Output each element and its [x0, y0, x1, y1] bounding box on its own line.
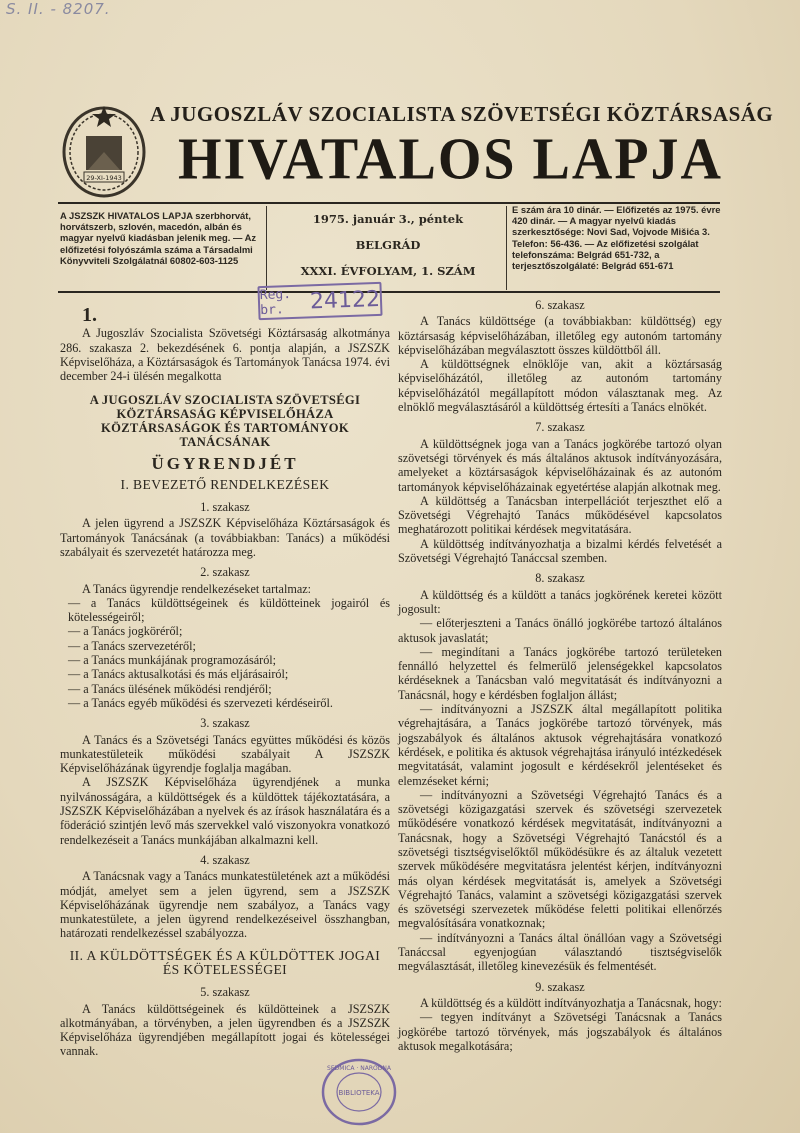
- right-column: [398, 298, 722, 1053]
- round-stamp-center-text: BIBLIOTEKA: [338, 1089, 380, 1097]
- masthead-divider: [506, 206, 507, 290]
- round-stamp-ring-text: SEDMICA · NARODNA: [327, 1065, 391, 1072]
- header-rule-bottom: [58, 291, 720, 293]
- list-item: — a Tanács aktusalkotási és más eljárásairól;: [68, 667, 289, 682]
- issue-date: 1975. január 3., péntek: [312, 212, 464, 226]
- list-item: — a Tanács egyéb működési és szervezeti kérdéseiről.: [68, 695, 333, 710]
- preamble: A Jugoszláv Szocialista Szövetségi Köztársaság alkotmánya 286. szakasza 2. bekezdésének 6. pontja alapján, a JSZSZK Képviselőháza, a Köztársaságok és Tartományok Tanácsa 1974. évi december 24-i ülésén megalkotta: [60, 326, 390, 384]
- masthead-issue-info: [276, 212, 500, 290]
- list-item: — a Tanács szervezetéről;: [68, 638, 196, 653]
- section-heading: 2. szakasz: [200, 565, 250, 580]
- list-item: — a Tanács munkájának programozásáról;: [68, 653, 277, 668]
- section-heading: 7. szakasz: [535, 420, 585, 435]
- emblem-date: 29-XI-1943: [86, 174, 122, 182]
- publication-title: HIVATALOS LAPJA: [178, 127, 723, 193]
- section-text: A küldöttség a Tanácsban interpellációt terjeszthet elő a Szövetségi Végrehajtó Tanács működésével kapcsolatos meghatározott politikai kérdések megvitatására.: [398, 493, 722, 537]
- list-item: — a Tanács ülésének működési rendjéről;: [68, 681, 272, 696]
- list-item: — a Tanács jogköréről;: [68, 624, 183, 639]
- section-text: A küldöttség és a küldött a tanács jogkörének keretei között jogosult:: [398, 587, 722, 616]
- section-heading: 5. szakasz: [200, 985, 250, 1000]
- section-text: A JSZSZK Képviselőháza ügyrendjének a munka nyilvánosságára, a küldöttségek és a küldöttek tájékoztatására, a JSZSZK Képviselőházában a nyelvek és az írások használatára és a föderáció szintjén levő más szervekkel való viszonyokra vonatkozó rendelkezéseit a Tanács munkájában alkalmazni kell.: [60, 775, 390, 847]
- chapter-heading: II. A KÜLDÖTTSÉGEK ÉS A KÜLDÖTTEK JOGAI ÉS KÖTELESSÉGEI: [69, 947, 381, 977]
- issue-volume: XXXI. ÉVFOLYAM, 1. SZÁM: [300, 264, 476, 278]
- left-column: [60, 298, 390, 1059]
- document-number: 1.: [82, 304, 97, 326]
- list-item: — megindítani a Tanács jogkörébe tartozó területeken fennálló helyzettel és felmerülő jelenségekkel kapcsolatos kérdéseknek a Tanácsban való megvitatását és indítványozni a Tanácsnál, hogy e kérdésben foglaljon állást;: [398, 644, 722, 702]
- library-round-stamp: [318, 1056, 400, 1128]
- section-heading: 3. szakasz: [200, 716, 250, 731]
- section-heading: 4. szakasz: [200, 852, 250, 867]
- section-text: A Tanácsnak vagy a Tanács munkatestületének azt a működési módját, amelyet sem a jelen ügyrend, sem a JSZSZK Képviselőházának ügyrendje nem szabályoz, a Tanács vagy munkatestülete, a jelen ügyrend rendelkezéseivel összhangban, határozati rendelkezéssel szabályozza.: [60, 869, 390, 941]
- masthead-subscription-note: A JSZSZK HIVATALOS LAPJA szerbhorvát, horvátszerb, szlovén, macedón, albán és magyar nyelvű kiadásban jelenik meg. — Az előfizetési folyószámla száma a Társadalmi Könyvviteli Szolgálatnál 60802-603-1125: [60, 210, 257, 266]
- document-title: A JUGOSZLÁV SZOCIALISTA SZÖVETSÉGI KÖZTÁRSASÁG KÉPVISELŐHÁZA KÖZTÁRSASÁGOK ÉS TARTOMÁNYOK TANÁCSÁNAK: [89, 393, 361, 450]
- section-text: A küldöttségnek elnöklője van, akit a köztársaság képviselőházától, illetőleg az autonóm tartomány képviselőházától megállapított módon választanak meg. Az elnöklő megválasztásáról a küldöttség értesíti a Tanács elnökét.: [398, 357, 722, 415]
- registration-stamp-prefix: Reg. br.: [259, 287, 292, 319]
- list-item: — indítványozni a Tanács által önállóan vagy a Szövetségi Tanáccsal egyenjogúan választandó tisztségviselők megválasztását, illetőleg kinevezésük és felmentését.: [398, 930, 722, 974]
- publication-super-title: A JUGOSZLÁV SZOCIALISTA SZÖVETSÉGI KÖZTÁRSASÁG: [150, 102, 774, 126]
- section-heading: 6. szakasz: [535, 298, 585, 312]
- section-text: A Tanács ügyrendje rendelkezéseket tartalmaz:: [82, 581, 312, 596]
- section-heading: 1. szakasz: [200, 500, 250, 515]
- section-text: A jelen ügyrend a JSZSZK Képviselőháza Köztársaságok és Tartományok Tanácsának (a továbbiakban: Tanács) a működési szabályait és szervezetét határozza meg.: [60, 516, 390, 559]
- section-text: A küldöttség indítványozhatja a bizalmi kérdés felvetését a Szövetségi Végrehajtó Tanáccsal szemben.: [398, 536, 722, 566]
- masthead-divider: [266, 206, 267, 290]
- section-text: A Tanács küldöttsége (a továbbiakban: küldöttség) egy köztársaság képviselőházában, illetőleg egy autonóm tartomány képviselőházában megválasztott összes küldöttből áll.: [398, 314, 722, 357]
- rules-title: ÜGYRENDJÉT: [151, 454, 299, 474]
- issue-city: BELGRÁD: [355, 238, 421, 252]
- section-text: A küldöttségnek joga van a Tanács jogkörébe tartozó olyan szövetségi törvények és más általános aktusok indítványozására, amelyeket a köztársaságok képviselőházainak és az autonóm tartományok képviselőházainak egyetértése alapján alkotnak meg.: [398, 436, 722, 494]
- section-text: A Tanács és a Szövetségi Tanács együttes működési és közös munkatestületeik működési szabályait A JSZSZK Képviselőházának ügyrendje foglalja magában.: [60, 732, 390, 776]
- section-heading: 9. szakasz: [535, 979, 585, 994]
- masthead-price-note: E szám ára 10 dinár. — Előfizetés az 1975. évre 420 dinár. — A magyar nyelvű kiadás szerkesztősége: Novi Sad, Vojvode Mišića 3. Telefon: 56-436. — Az előfizetési szolgálat telefonszáma: Belgrád 651-732, a terjesztőszolgálaté: Belgrád 651-671: [512, 204, 721, 272]
- section-text: A Tanács küldöttségeinek és küldötteinek a JSZSZK alkotmányában, a törvényben, a jelen ügyrendben és a JSZSZK Képviselőháza ügyrendjében megállapított jogai és kötelességei vannak.: [60, 1001, 390, 1059]
- state-emblem-icon: [58, 100, 150, 200]
- chapter-heading: I. BEVEZETŐ RENDELKEZÉSEK: [120, 476, 330, 492]
- registration-stamp-number: 24122: [309, 286, 381, 314]
- section-heading: 8. szakasz: [535, 571, 585, 586]
- handwritten-archive-note: S. II. - 8207.: [6, 0, 111, 18]
- list-item: — a Tanács küldöttségeinek és küldötteinek jogairól és kötelességeiről;: [68, 595, 390, 625]
- list-item: — indítványozni a Szövetségi Végrehajtó Tanács és a szövetségi közigazgatási szervek és szövetségi szervezetek működésére vonatkozó kérdések megvitatását, indítványozni a Tanácsnak, hogy a Szövetségi Végrehajtó Tanácstól és a szövetségi tisztségviselőktől működésükre és az általuk vezetett szervek működésére megvitatásra jelentést kérjen, indítványozni más olyan kérdések megvitatását is, amelyek a Szövetségi Végrehajtó Tanács, valamint a szövetségi közigazgatási szervek és szövetségi szervezetek működése feletti politikai ellenőrzés megvalósítására vonatkoznak;: [398, 787, 722, 931]
- list-item: — tegyen indítványt a Szövetségi Tanácsnak a Tanács jogkörébe tartozó törvények, más jogszabályok és általános aktusok megalkotására;: [398, 1010, 722, 1053]
- list-item: — indítványozni a JSZSZK által megállapított politika végrehajtására, a Tanács jogkörébe tartozó törvények, más jogszabályok és általános aktusok végrehajtására vonatkozó kérdések, e politika és aktusok végrehajtása irányuló intézkedések megvitatását, valamint jogosult e kérdésekről jelentéseket és elemzéseket kérni;: [398, 702, 722, 788]
- section-text: A küldöttség és a küldött indítványozhatja a Tanácsnak, hogy:: [420, 995, 722, 1010]
- list-item: — előterjeszteni a Tanács önálló jogkörébe tartozó általános aktusok javaslatát;: [398, 616, 722, 645]
